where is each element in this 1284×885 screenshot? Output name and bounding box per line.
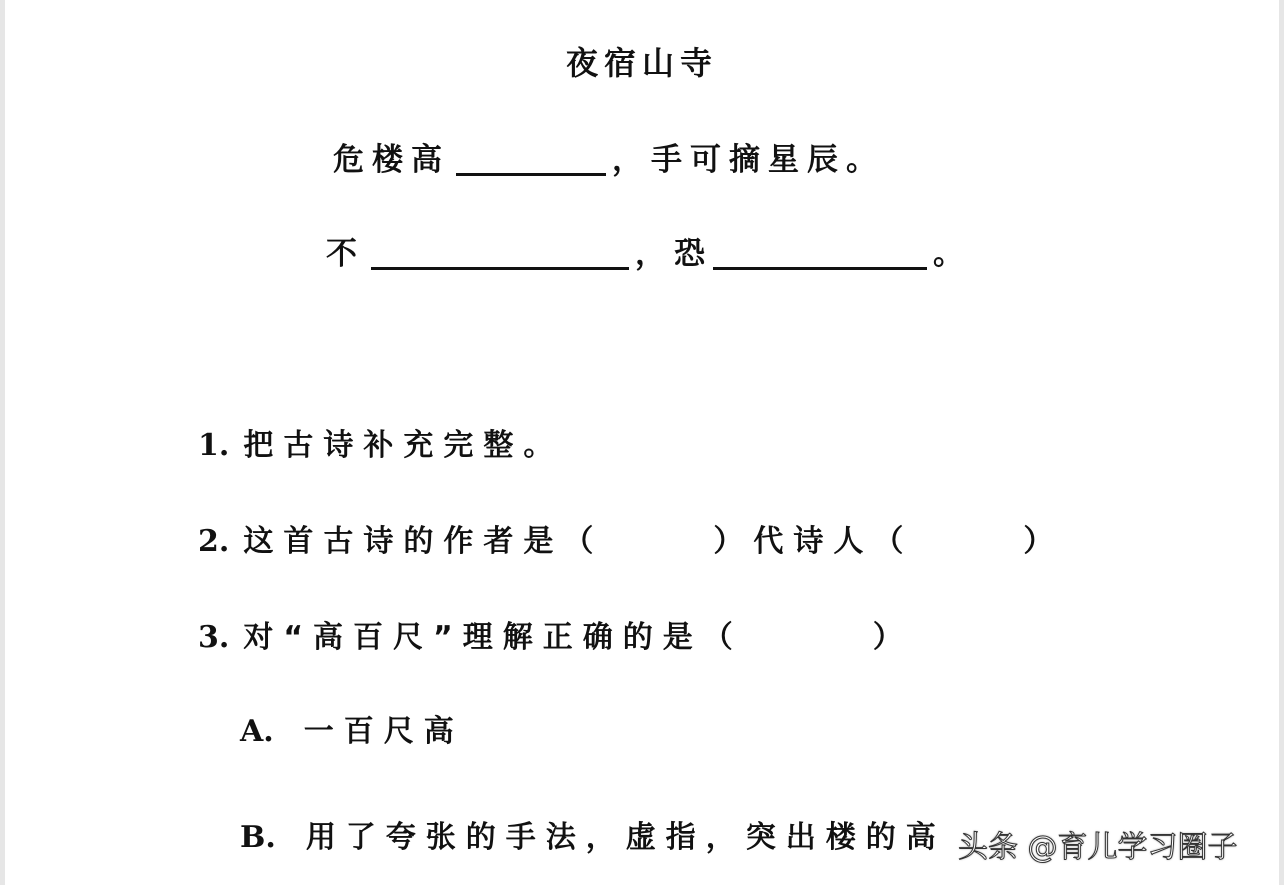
option-b-text: 用了夸张的手法，虚指，突出楼的高 <box>305 820 946 855</box>
poem-line-1-start: 危楼高 <box>333 142 450 178</box>
question-3-text-b: ） <box>872 620 913 655</box>
option-a-letter: A. <box>240 714 274 749</box>
question-1 <box>198 420 563 464</box>
question-2 <box>198 516 1063 560</box>
fill-blank-2[interactable] <box>371 237 629 270</box>
question-1-text: 把古诗补充完整。 <box>243 428 564 463</box>
fill-blank-1[interactable] <box>456 143 606 176</box>
question-2-number: 2. <box>198 524 230 559</box>
poem-title: 夜宿山寺 <box>565 44 718 82</box>
page-edge-left <box>0 0 5 885</box>
option-a[interactable] <box>240 706 464 750</box>
option-b[interactable] <box>240 812 946 856</box>
question-1-number: 1. <box>198 428 230 463</box>
poem-line-2-middle: ，恐 <box>635 236 713 272</box>
fill-blank-3[interactable] <box>713 237 927 270</box>
question-3 <box>198 612 913 656</box>
question-2-text-b: ）代诗人（ <box>713 524 914 559</box>
question-2-text-c: ） <box>1023 524 1064 559</box>
option-a-text: 一百尺高 <box>303 714 464 749</box>
page-edge-right <box>1279 0 1284 885</box>
poem-line-2-end: 。 <box>933 236 972 272</box>
question-3-text-a: 对“高百尺”理解正确的是（ <box>243 620 743 655</box>
question-3-number: 3. <box>198 620 230 655</box>
poem-line-2-start: 不 <box>326 236 365 272</box>
option-b-letter: B. <box>240 820 276 855</box>
watermark-text: 头条 @育儿学习圈子 <box>958 830 1238 865</box>
question-2-text-a: 这首古诗的作者是（ <box>243 524 604 559</box>
poem-line-2 <box>326 228 972 273</box>
poem-line-1 <box>333 134 885 179</box>
poem-line-1-end: ，手可摘星辰。 <box>612 142 885 178</box>
